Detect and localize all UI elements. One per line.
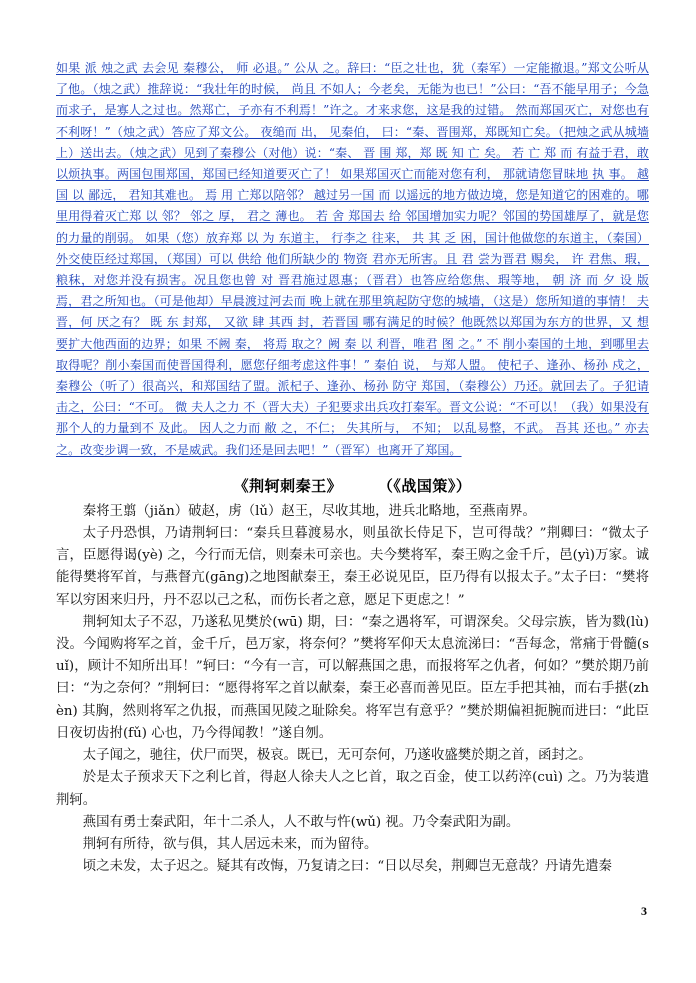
translation-paragraph: 如果 派 烛之武 去会见 秦穆公， 师 必退。” 公从 之。辞曰：“臣之壮也，犹（秦军）一定能撤退。”郑文公听从了他。（烛之武）推辞说：“我壮年的时候， 尚且 不如人；今老矣，无能为也已！”公曰：“吾不能早用子；今急而求子，是寡人之过也。然郑亡，子亦有不利焉！”许之。才来求您，这是我的过错。 然而郑国灭亡，对您也有不利呀！”（烛之武）答应了郑文公。 夜缒而 出， 见秦伯， 曰：“秦、晋围郑，郑既知亡矣。（把烛之武从城墙上）送出去。（烛之武）见到了秦穆公（对他）说：“秦、 晋 围 郑，郑 既 知 亡 矣。 若 亡 郑 而 有益于君，敢以烦执事。两国包围郑国，郑国已经知道要灭亡了！ 如果郑国灭亡而能对您有利， 那就请您冒昧地 执 事。 越 国 以 鄙远， 君知其难也。 焉 用 亡郑以陪邻？ 越过另一国 而 以遥远的地方做边境，您是知道它的困难的。哪里用得着灭亡郑 以 邻？ 邻之 厚， 君之 薄也。 若 舍 郑国去 给 邻国增加实力呢？邻国的势国雄厚了，就是您的力量的削弱。 如果（您）放弃郑 以 为 东道主， 行李之 往来， 共 其 乏 困，国计他做您的东道主，（秦国）外交使臣经过郑国，（郑国）可以 供给 他们所缺少的 物资 君亦无所害。且 君 尝为晋君 赐矣， 许 君焦、瑕，粮秣，对您并没有损害。况且您也曾 对 晋君施过恩惠；（晋君）也答应给您焦、瑕等地， 朝 济 而 夕 设 版焉，君之所知也。（可是他却）早晨渡过河去而 晚上就在那里筑起防守您的城墙，（这是）您所知道的事情！ 夫晋，何 厌之有？ 既 东 封郑， 又欲 肆 其西 封，若晋国 哪有满足的时候？他既然以郑国为东方的世界，又 想要扩大他西面的边界；如果 不阙 秦， 将焉 取之？阙 秦 以 利晋，唯君 图 之。” 不 削小秦国的土地，到哪里去取得呢？削小秦国而使晋国得利，愿您仔细考虑这件事！” 秦伯 说， 与郑人盟。 使杞子、逢孙、杨孙 戍之，秦穆公（听了）很高兴，和郑国结了盟。派杞子、逢孙、杨孙 防守 郑国，（秦穆公）乃还。就回去了。子犯请 击之，公曰：“不可。 微 夫人之力 不（晋大夫）子犯要求出兵攻打秦军。晋文公说：“不可以！（我）如果没有那个人的力量到不 及此。 因人之力而 敝 之，不仁； 失其所与， 不知； 以乱易整，不武。 吾其 还也。” 亦去 之。改变步调一致，不是威武。我们还是回去吧！”（晋军）也离开了郑国。 [56,61,649,457]
article-title: 《荆轲刺秦王》 [233,476,343,495]
body-paragraph: 於是太子预求天下之利匕首，得赵人徐夫人之匕首，取之百金，使工以药淬(cuì) 之。乃为装遣荆轲。 [56,770,649,808]
body-paragraph: 顷之未发，太子迟之。疑其有改悔，乃复请之曰：“日以尽矣，荆卿岂无意哉？丹请先遣秦 [82,859,612,875]
article-body [56,501,649,878]
body-paragraph: 荆轲知太子不忍，乃遂私见樊於(wū) 期，曰：“秦之遇将军，可谓深矣。父母宗族，皆为戮(lù) 没。今闻购将军之首，金千斤，邑万家，将奈何？”樊将军仰天太息流涕曰：“吾每念，常痛于骨髓(suǐ)，顾计不知所出耳！”轲曰：“今有一言，可以解燕国之患，而报将军之仇者，何如？”樊於期乃前曰：“为之奈何？”荆轲曰：“愿得将军之首以献秦，秦王必喜而善见臣。臣左手把其袖，而右手揕(zhèn) 其胸，然则将军之仇报，而燕国见陵之耻除矣。将军岂有意乎？”樊於期偏袒扼腕而进曰：“此臣日夜切齿拊(fǔ) 心也，乃今得闻教！”遂自刎。 [56,614,649,741]
body-paragraph: 荆轲有所待，欲与俱，其人居远未来，而为留待。 [82,836,378,852]
document-page [56,58,649,878]
article-source: （《战国策》） [377,476,472,495]
body-paragraph: 太子丹恐惧，乃请荆轲曰：“秦兵旦暮渡易水，则虽欲长侍足下，岂可得哉？”荆卿曰：“微太子言，臣愿得谒(yè) 之，今行而无信，则秦未可亲也。夫今樊将军，秦王购之金千斤，邑(yì)万家。诚能得樊将军首，与燕督亢(gāng)之地图献秦王，秦王必说见臣，臣乃得有以报太子。”太子曰：“樊将军以穷困来归丹，丹不忍以己之私，而伤长者之意，愿足下更虑之！” [56,526,649,608]
page-number: 3 [641,904,647,918]
body-paragraph: 秦将王翦（jiǎn）破赵，虏（lǔ）赵王，尽收其地，进兵北略地，至燕南界。 [82,503,536,519]
article-heading [56,475,649,497]
body-paragraph: 太子闻之，驰往，伏尸而哭，极哀。既已，无可奈何，乃遂收盛樊於期之首，函封之。 [82,748,592,764]
body-paragraph: 燕国有勇士秦武阳，年十二杀人，人不敢与忤(wǔ) 视。乃令秦武阳为副。 [82,814,520,830]
